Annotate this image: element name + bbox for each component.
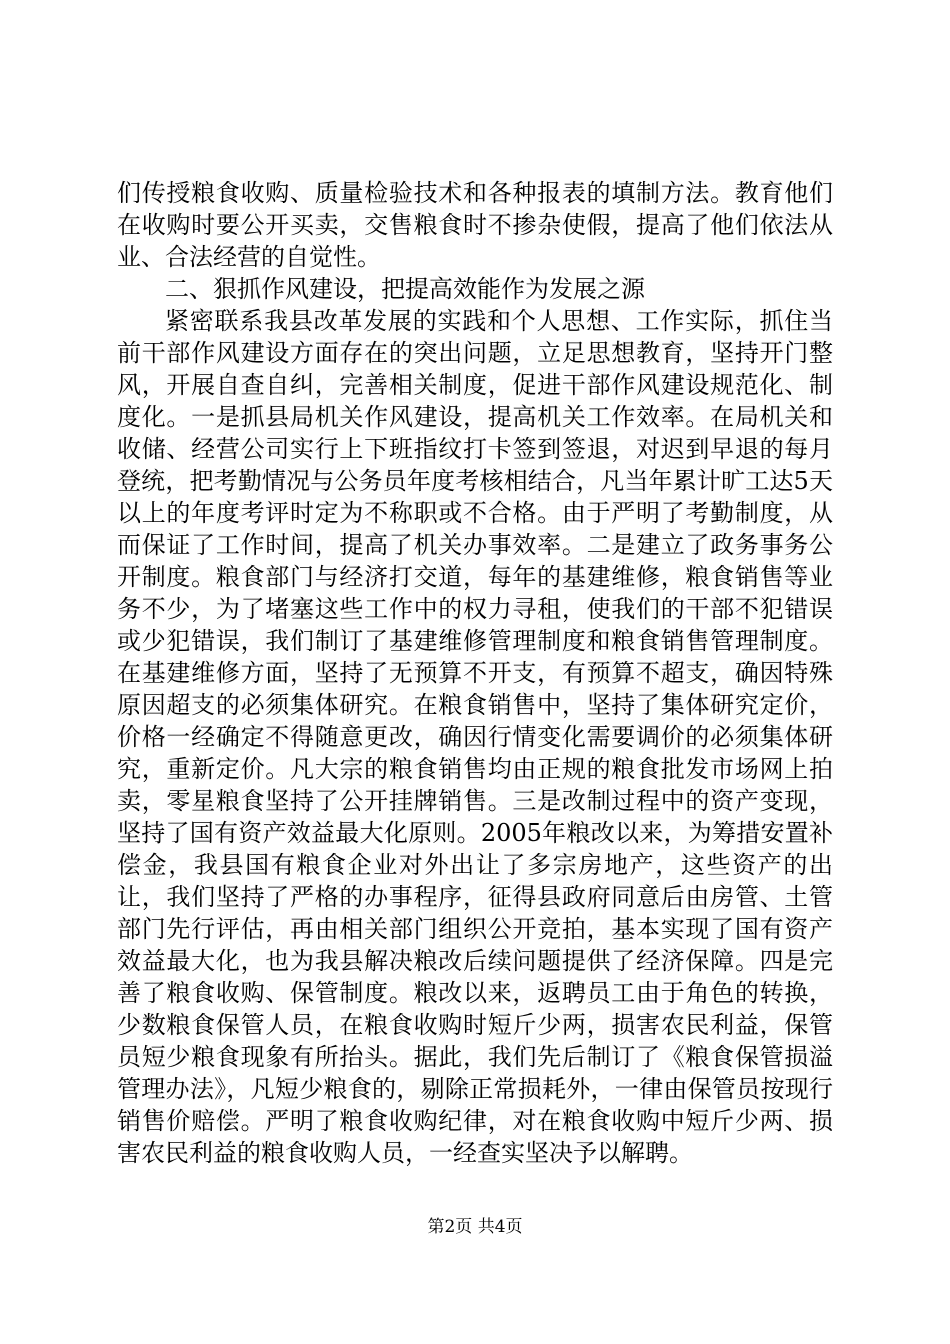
section-heading: 二、狠抓作风建设，把提高效能作为发展之源 [165, 275, 645, 303]
paragraph-continuation: 们传授粮食收购、质量检验技术和各种报表的填制方法。教育他们在收购时要公开买卖，交售粮食时不掺杂使假，提高了他们依法从业、合法经营的自觉性。 [117, 179, 833, 271]
paragraph-body: 紧密联系我县改革发展的实践和个人思想、工作实际，抓住当前干部作风建设方面存在的突出问题，立足思想教育，坚持开门整风，开展自查自纠，完善相关制度，促进干部作风建设规范化、制度化。一是抓县局机关作风建设，提高机关工作效率。在局机关和收储、经营公司实行上下班指纹打卡签到签退，对迟到早退的每月登统，把考勤情况与公务员年度考核相结合，凡当年累计旷工达5天以上的年度考评时定为不称职或不合格。由于严明了考勤制度，从而保证了工作时间，提高了机关办事效率。二是建立了政务事务公开制度。粮食部门与经济打交道，每年的基建维修，粮食销售等业务不少，为了堵塞这些工作中的权力寻租，使我们的干部不犯错误或少犯错误，我们制订了基建维修管理制度和粮食销售管理制度。在基建维修方面，坚持了无预算不开支，有预算不超支，确因特殊原因超支的必须集体研究。在粮食销售中，坚持了集体研究定价，价格一经确定不得随意更改，确因行情变化需要调价的必须集体研究，重新定价。凡大宗的粮食销售均由正规的粮食批发市场网上拍卖，零星粮食坚持了公开挂牌销售。三是改制过程中的资产变现，坚持了国有资产效益最大化原则。2005年粮改以来，为筹措安置补偿金，我县国有粮食企业对外出让了多宗房地产，这些资产的出让，我们坚持了严格的办事程序，征得县政府同意后由房管、土管部门先行评估，再由相关部门组织公开竞拍，基本实现了国有资产效益最大化，也为我县解决粮改后续问题提供了经济保障。四是完善了粮食收购、保管制度。粮改以来，返聘员工由于角色的转换，少数粮食保管人员，在粮食收购时短斤少两，损害农民利益，保管员短少粮食现象有所抬头。据此，我们先后制订了《粮食保管损溢管理办法》，凡短少粮食的，剔除正常损耗外，一律由保管员按现行销售价赔偿。严明了粮食收购纪律，对在粮食收购中短斤少两、损害农民利益的粮食收购人员，一经查实坚决予以解聘。 [117, 307, 833, 1167]
page-number-footer: 第2页 共4页 [427, 1217, 523, 1237]
document-body [117, 177, 833, 1169]
